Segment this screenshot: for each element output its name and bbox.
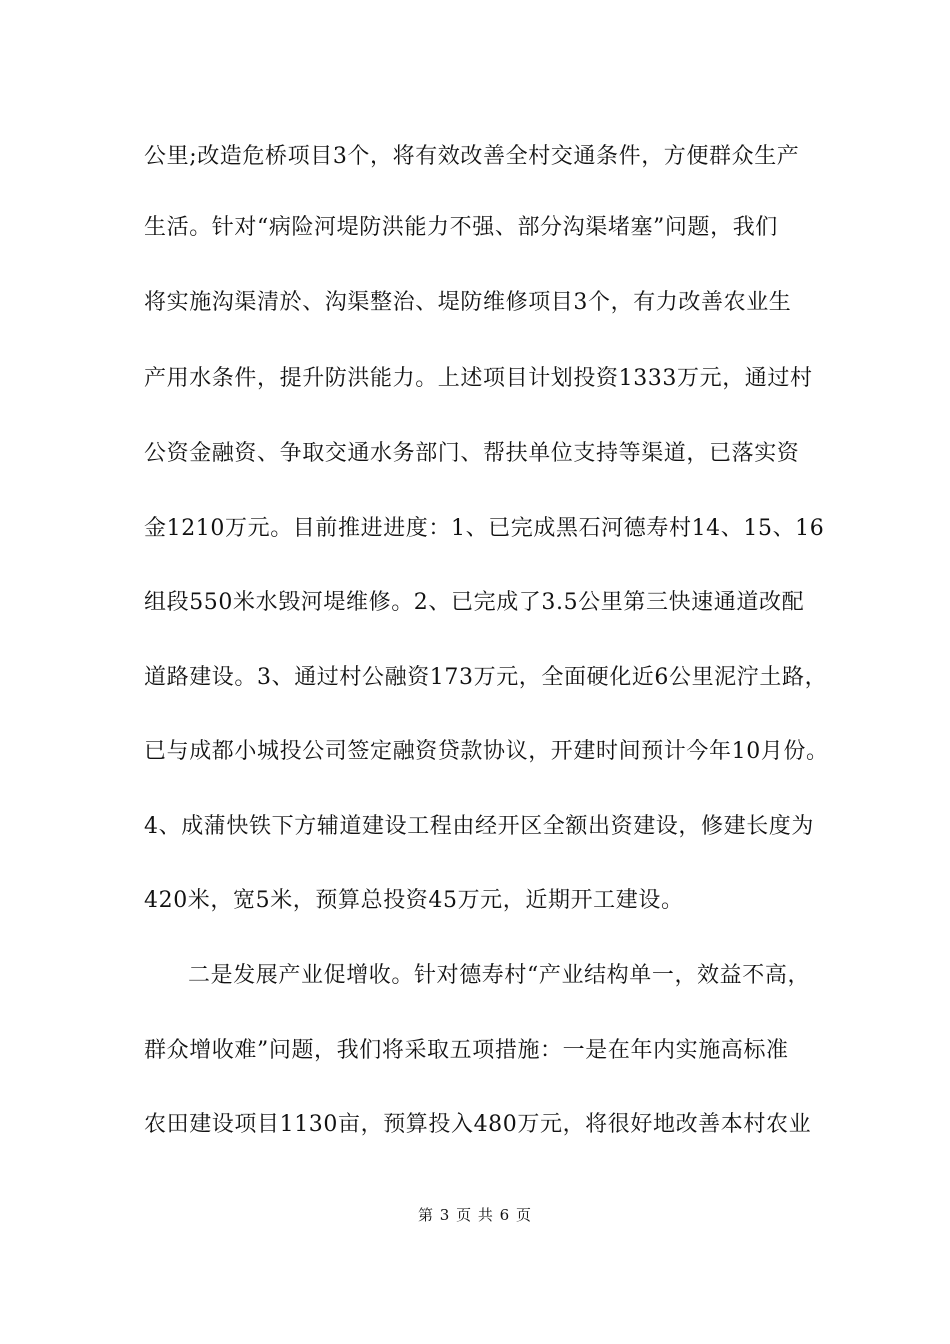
text-line-10: 4、成蒲快铁下方辅道建设工程由经开区全额出资建设，修建长度为 — [144, 814, 814, 839]
text-line-13: 群众增收难”问题，我们将采取五项措施：一是在年内实施高标准 — [144, 1038, 789, 1063]
text-line-1: 公里;改造危桥项目3个，将有效改善全村交通条件，方便群众生产 — [144, 144, 800, 169]
text-line-3: 将实施沟渠清於、沟渠整治、堤防维修项目3个，有力改善农业生 — [144, 290, 792, 315]
page-number-footer: 第 3 页 共 6 页 — [418, 1206, 532, 1224]
text-line-11: 420米，宽5米，预算总投资45万元，近期开工建设。 — [144, 888, 684, 913]
text-line-9: 已与成都小城投公司签定融资贷款协议，开建时间预计今年10月份。 — [144, 739, 829, 764]
text-line-14: 农田建设项目1130亩，预算投入480万元，将很好地改善本村农业 — [144, 1112, 812, 1137]
text-line-4: 产用水条件，提升防洪能力。上述项目计划投资1333万元，通过村 — [144, 366, 813, 391]
paragraph-start-line: 二是发展产业促增收。针对德寿村“产业结构单一，效益不高， — [188, 963, 811, 988]
text-line-2: 生活。针对“病险河堤防洪能力不强、部分沟渠堵塞”问题，我们 — [144, 215, 778, 240]
text-line-6: 金1210万元。目前推进进度：1、已完成黑石河德寿村14、15、16 — [144, 516, 825, 541]
text-line-8: 道路建设。3、通过村公融资173万元，全面硬化近6公里泥泞土路， — [144, 665, 828, 690]
text-line-5: 公资金融资、争取交通水务部门、帮扶单位支持等渠道，已落实资 — [144, 441, 800, 466]
text-line-7: 组段550米水毁河堤维修。2、已完成了3.5公里第三快速通道改配 — [144, 590, 805, 615]
